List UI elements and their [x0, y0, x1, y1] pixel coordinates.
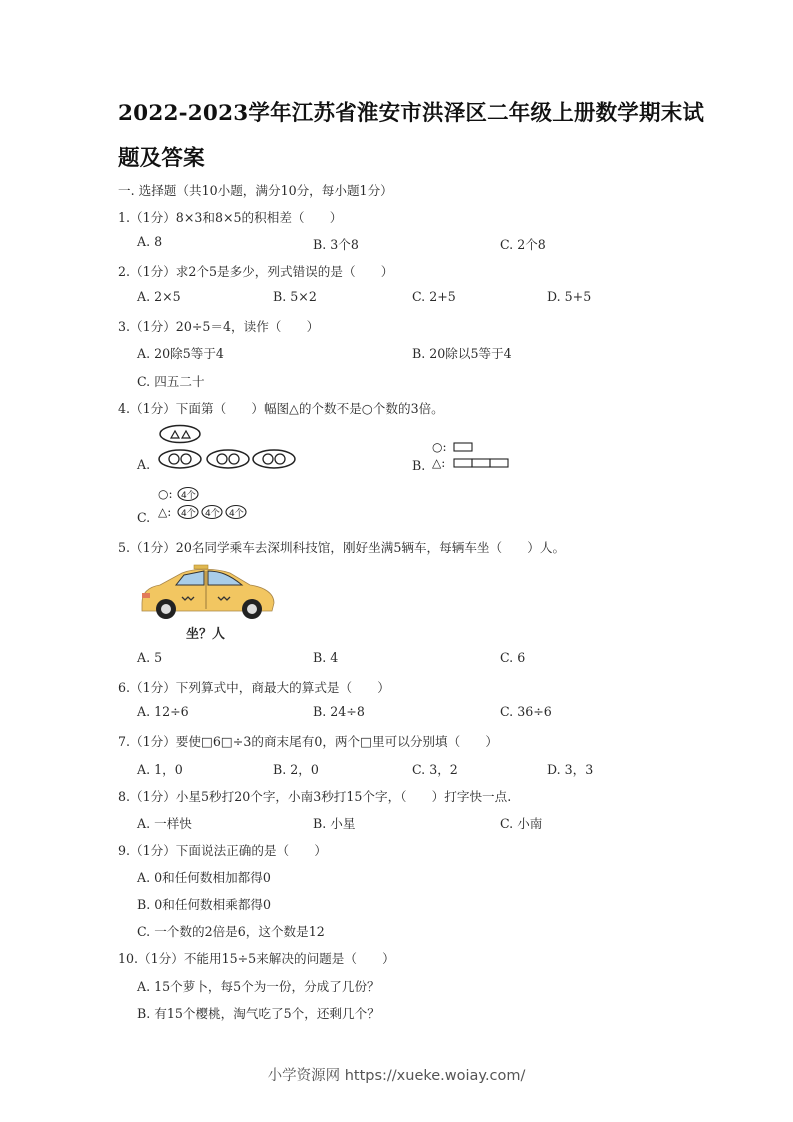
q8-option-c[interactable]: C. 小南 [500, 816, 543, 831]
q9-option-b[interactable]: B. 0和任何数相乘都得0 [137, 897, 272, 912]
b-triangle-label: △: [432, 456, 446, 470]
q4-option-a[interactable]: A. [137, 457, 151, 472]
question-3-stem: 3.（1分）20÷5＝4，读作（ ） [118, 319, 320, 334]
c-triangle-label: △: [158, 505, 172, 519]
q6-option-a[interactable]: A. 12÷6 [137, 704, 189, 719]
c-bubble-text: 4个 [181, 491, 196, 501]
q2-option-c[interactable]: C. 2+5 [412, 289, 456, 304]
q1-option-a[interactable]: A. 8 [137, 234, 163, 249]
c-bubble-text: 4个 [205, 509, 220, 519]
q7-option-c[interactable]: C. 3，2 [412, 762, 458, 777]
q8-option-a[interactable]: A. 一样快 [137, 816, 192, 831]
q10-option-b[interactable]: B. 有15个樱桃，淘气吃了5个，还剩几个？ [137, 1006, 380, 1021]
q2-option-a[interactable]: A. 2×5 [137, 289, 181, 304]
q8-option-b[interactable]: B. 小星 [313, 816, 356, 831]
taxi-image [138, 563, 278, 623]
q6-option-c[interactable]: C. 36÷6 [500, 704, 552, 719]
q7-option-a[interactable]: A. 1，0 [137, 762, 183, 777]
c-bubble-text: 4个 [181, 509, 196, 519]
footer-watermark: 小学资源网 https://xueke.woiay.com/ [267, 1068, 526, 1084]
c-circle-label: ○: [158, 487, 173, 501]
question-2-stem: 2.（1分）求2个5是多少，列式错误的是（ ） [118, 264, 394, 279]
question-7-stem: 7.（1分）要使□6□÷3的商末尾有0，两个□里可以分别填（ ） [118, 734, 498, 749]
q4-option-c[interactable]: C. [137, 510, 151, 525]
q1-option-c[interactable]: C. 2个8 [500, 237, 546, 252]
section-heading: 一. 选择题（共10小题，满分10分，每小题1分） [118, 183, 393, 198]
q7-option-b[interactable]: B. 2，0 [273, 762, 319, 777]
q4-option-b[interactable]: B. [412, 458, 426, 473]
q2-option-b[interactable]: B. 5×2 [273, 289, 317, 304]
q1-option-b[interactable]: B. 3个8 [313, 237, 359, 252]
question-1-stem: 1.（1分）8×3和8×5的积相差（ ） [118, 210, 343, 225]
q5-option-a[interactable]: A. 5 [137, 650, 163, 665]
q3-option-a[interactable]: A. 20除5等于4 [137, 346, 224, 361]
q9-option-c[interactable]: C. 一个数的2倍是6，这个数是12 [137, 924, 325, 939]
document-title-line-2: 题及答案 [118, 146, 205, 171]
q3-option-c[interactable]: C. 四五二十 [137, 374, 205, 389]
q4-figure-c [158, 486, 268, 522]
document-title-line-1: 2022-2023学年江苏省淮安市洪泽区二年级上册数学期末试 [118, 101, 705, 126]
q4-figure-b [432, 439, 512, 471]
q9-option-a[interactable]: A. 0和任何数相加都得0 [137, 870, 271, 885]
q10-option-a[interactable]: A. 15个萝卜，每5个为一份，分成了几份？ [137, 979, 380, 994]
b-circle-label: ○: [432, 440, 447, 454]
q5-option-b[interactable]: B. 4 [313, 650, 339, 665]
q5-option-c[interactable]: C. 6 [500, 650, 526, 665]
q7-option-d[interactable]: D. 3，3 [547, 762, 594, 777]
question-5-stem: 5.（1分）20名同学乘车去深圳科技馆，刚好坐满5辆车，每辆车坐（ ）人。 [118, 540, 566, 555]
c-bubble-text: 4个 [229, 509, 244, 519]
question-10-stem: 10.（1分）不能用15÷5来解决的问题是（ ） [118, 951, 395, 966]
q4-figure-a [158, 425, 298, 471]
q6-option-b[interactable]: B. 24÷8 [313, 704, 365, 719]
q2-option-d[interactable]: D. 5+5 [547, 289, 592, 304]
question-9-stem: 9.（1分）下面说法正确的是（ ） [118, 843, 327, 858]
question-4-stem: 4.（1分）下面第（ ）幅图△的个数不是○个数的3倍。 [118, 401, 444, 416]
question-8-stem: 8.（1分）小星5秒打20个字，小南3秒打15个字，（ ）打字快一点. [118, 789, 512, 804]
q3-option-b[interactable]: B. 20除以5等于4 [412, 346, 512, 361]
question-6-stem: 6.（1分）下列算式中，商最大的算式是（ ） [118, 680, 390, 695]
taxi-caption: 坐？人 [186, 627, 226, 642]
